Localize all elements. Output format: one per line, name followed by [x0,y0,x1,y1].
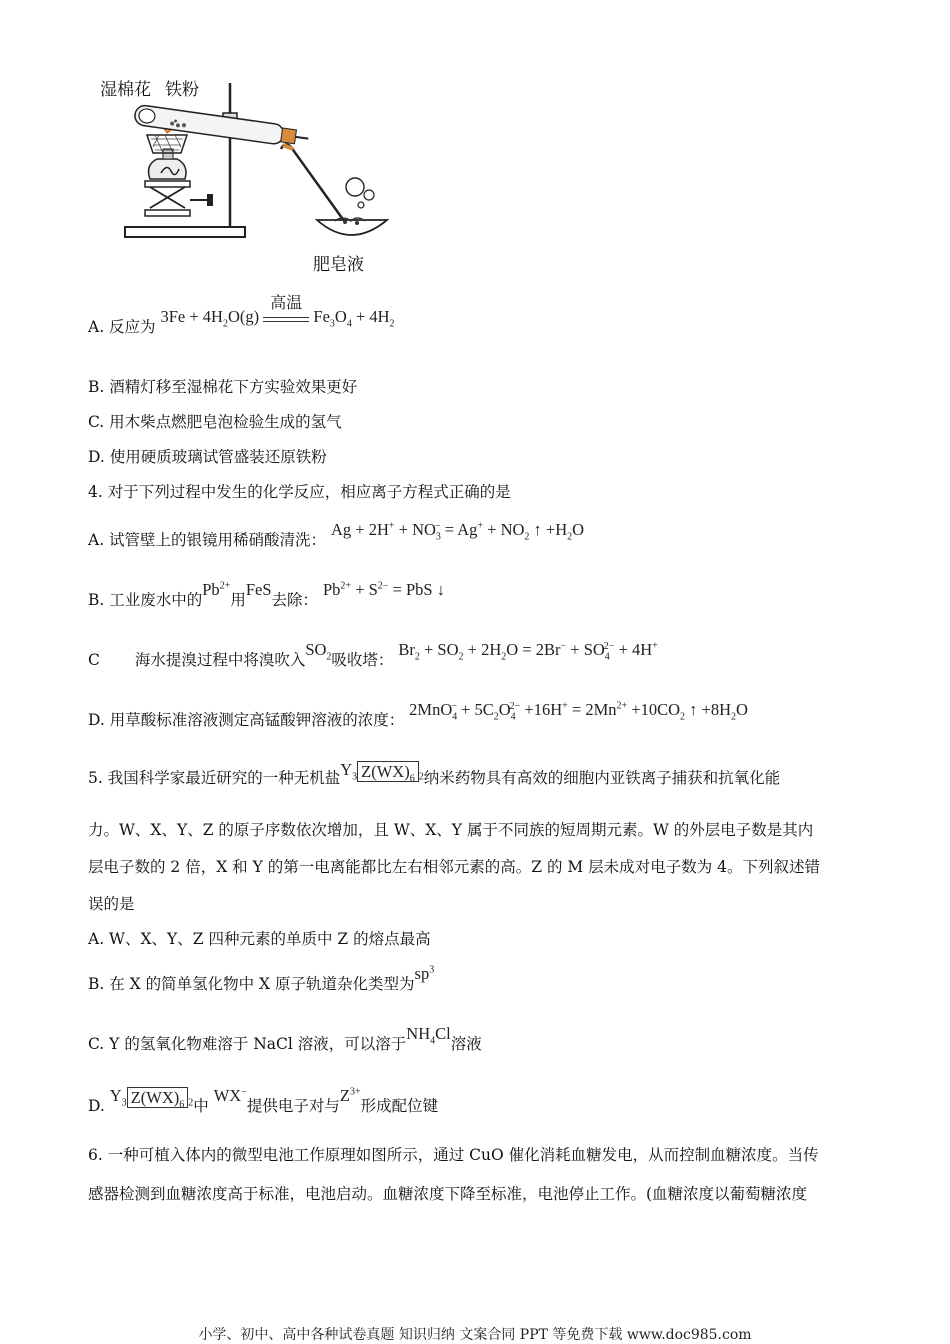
q5-option-d-text1: 中 [193,1097,209,1115]
q5-stem-text1: 5. 我国科学家最近研究的一种无机盐 [88,769,341,787]
q4-option-b-text2: 用 [230,591,246,609]
q5-stem-line2: 力。W、X、Y、Z 的原子序数依次增加，且 W、X、Y 属于不同族的短周期元素。W 的外层电子数是其内 [88,821,814,839]
q4-option-b-text3: 去除： [271,591,319,609]
q5-option-b: B. 在 X 的简单氢化物中 X 原子轨道杂化类型为$sp^3$ [88,964,435,993]
q3-option-a [88,295,395,336]
q4-stem: 4. 对于下列过程中发生的化学反应，相应离子方程式正确的是 [88,483,511,501]
q5-option-d-text2: 提供电子对与 [246,1097,340,1115]
q3-option-a-prefix: A. 反应为 [88,318,156,336]
q4-option-c-text1: 海水提溴过程中将溴吹入 [134,651,306,669]
q4-option-a-text: A. 试管壁上的银镜用稀硝酸清洗： [88,531,327,549]
q5-option-c: C. Y 的氢氧化物难溶于 NaCl 溶液，可以溶于$NH_4Cl$溶液 [88,1024,482,1053]
q4-option-c-text2: 吸收塔： [331,651,394,669]
label-soap-solution: 肥皂液 [313,255,364,275]
label-wet-cotton: 湿棉花 [100,80,151,100]
q4-option-a-equation: $Ag + 2H^+ + NO_3^- = Ag^+ + NO_2$ ↑ $+H_2O$ [331,520,585,543]
q4-option-c-label: C [88,651,100,669]
q5-option-d-text3: 形成配位键 [360,1097,439,1115]
q4-option-d [88,698,748,729]
q5-option-d-label: D. [88,1097,105,1115]
q3-option-d: D. 使用硬质玻璃试管盛装还原铁粉 [88,448,327,466]
apparatus-figure [95,75,395,275]
q5-option-c-text1: C. Y 的氢氧化物难溶于 NaCl 溶液，可以溶于 [88,1035,407,1053]
q5-option-b-text: B. 在 X 的简单氢化物中 X 原子轨道杂化类型为 [88,975,415,993]
label-iron-powder: 铁粉 [165,80,199,100]
q3-option-c: C. 用木柴点燃肥皂泡检验生成的氢气 [88,413,342,431]
q5-stem-line4: 误的是 [88,895,135,913]
q5-option-a: A. W、X、Y、Z 四种元素的单质中 Z 的熔点最高 [88,930,431,948]
q4-option-d-equation: $2MnO_4^- + 5C_2O_4^{2-} +16H^+ = 2Mn^{2+} +10CO_2$ ↑ $+8H_2O$ [409,700,748,723]
q3-eq-rhs: Fe [313,307,330,326]
q5-stem-line1 [88,758,781,787]
q4-option-d-text: D. 用草酸标准溶液测定高锰酸钾溶液的浓度： [88,711,405,729]
q3-eq-lhs: 3Fe + 4H [160,307,223,326]
q3-eq-condition: 高温 [270,295,303,312]
q5-formula: $Y_3$ $Z(WX)_6$ $_2$ [340,760,424,785]
q5-option-d: D. $Y_3$ $Z(WX)_6$ $_2$中 WX−提供电子对与$Z^{3+}$形成配位键 [88,1086,439,1115]
q3-option-b: B. 酒精灯移至湿棉花下方实验效果更好 [88,378,358,396]
q4-option-c-equation: $Br_2 + SO_2 + 2H_2O = 2Br^- + SO_4^{2-} + 4H^+$ [398,640,658,663]
q5-option-c-text2: 溶液 [450,1035,482,1053]
q4-option-c: C 海水提溴过程中将溴吹入$SO_2$吸收塔： $Br_2 + SO_2 + 2H_2O = 2Br^- + SO_4^{2-} + 4H^+$ [88,640,658,669]
apparatus-drawing [95,75,395,275]
q4-option-b: B. 工业废水中的$Pb^{2+}$用FeS去除： $Pb^{2+} + S^{2-}$ = PbS ↓ [88,580,445,609]
q6-stem-line2: 感器检测到血糖浓度高于标准，电池启动。血糖浓度下降至标准，电池停止工作。(血糖浓度以葡萄糖浓度 [88,1185,808,1203]
q4-option-a [88,518,585,549]
q3-option-a-equation: $3Fe + 4H_2O(g)$ 高温 $Fe_3O_4 + 4H_2$ [161,307,395,329]
q4-option-b-text1: B. 工业废水中的 [88,591,203,609]
q4-option-b-equation: $Pb^{2+} + S^{2-}$ = PbS ↓ [322,580,445,599]
page-footer: 小学、初中、高中各种试卷真题 知识归纳 文案合同 PPT 等免费下载 www.doc985.com [198,1327,752,1343]
q5-stem-text2: 纳米药物具有高效的细胞内亚铁离子捕获和抗氧化能 [423,769,781,787]
q5-stem-line3: 层电子数的 2 倍，X 和 Y 的第一电离能都比左右相邻元素的高。Z 的 M 层未成对电子数为 4。下列叙述错 [88,858,820,876]
q6-stem-line1: 6. 一种可植入体内的微型电池工作原理如图所示，通过 CuO 催化消耗血糖发电，从而控制血糖浓度。当传 [88,1146,819,1164]
